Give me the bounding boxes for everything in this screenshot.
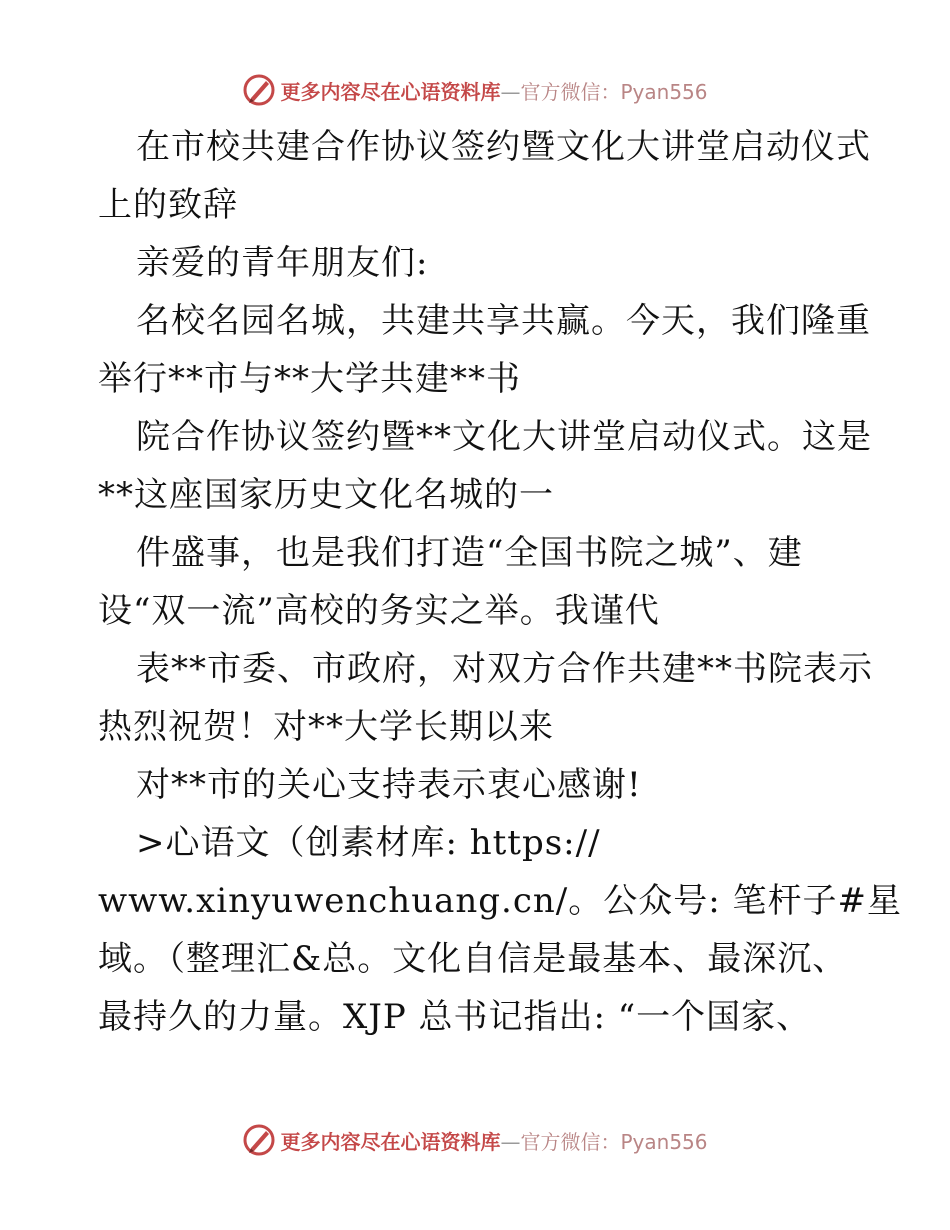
pen-logo-icon <box>242 1123 276 1157</box>
watermark-wechat-id: Pyan556 <box>620 79 708 104</box>
pen-logo-icon <box>242 73 276 107</box>
text-line: 在市校共建合作协议签约暨文化大讲堂启动仪式 <box>136 127 871 167</box>
text-line: 设“双一流”高校的务实之举。我谨代 <box>98 591 660 631</box>
text-line: 举行**市与**大学共建**书 <box>98 359 521 399</box>
document-body <box>98 118 902 1046</box>
watermark-text <box>280 76 707 105</box>
text-line: 亲爱的青年朋友们: <box>136 243 429 283</box>
text-line: www.xinyuwenchuang.cn/。公众号: 笔杆子#星 <box>98 881 902 921</box>
watermark-wechat-label: 官方微信： <box>520 79 621 104</box>
watermark-brand: 更多内容尽在心语资料库 <box>280 79 501 104</box>
text-line: >心语文（创素材库: https:// <box>136 823 601 863</box>
watermark-dash: — <box>500 79 521 104</box>
text-line: 热烈祝贺！对**大学长期以来 <box>98 707 554 747</box>
watermark-wechat-id: Pyan556 <box>620 1129 708 1154</box>
watermark-wechat-label: 官方微信： <box>520 1129 621 1154</box>
text-line: 院合作协议签约暨**文化大讲堂启动仪式。这是 <box>136 417 872 457</box>
text-line: **这座国家历史文化名城的一 <box>98 475 554 515</box>
text-line: 件盛事，也是我们打造“全国书院之城”、建 <box>136 533 803 573</box>
text-line: 上的致辞 <box>98 185 238 225</box>
header-watermark <box>0 70 950 110</box>
watermark-brand: 更多内容尽在心语资料库 <box>280 1129 501 1154</box>
watermark-dash: — <box>500 1129 521 1154</box>
text-line: 对**市的关心支持表示衷心感谢! <box>136 765 642 805</box>
footer-watermark <box>0 1120 950 1160</box>
text-line: 名校名园名城，共建共享共赢。今天，我们隆重 <box>136 301 871 341</box>
text-line: 表**市委、市政府，对双方合作共建**书院表示 <box>136 649 873 689</box>
text-line: 域。（整理汇&总。文化自信是最基本、最深沉、 <box>98 939 848 979</box>
watermark-text <box>280 1126 707 1155</box>
text-line: 最持久的力量。XJP 总书记指出: “一个国家、 <box>98 997 812 1037</box>
